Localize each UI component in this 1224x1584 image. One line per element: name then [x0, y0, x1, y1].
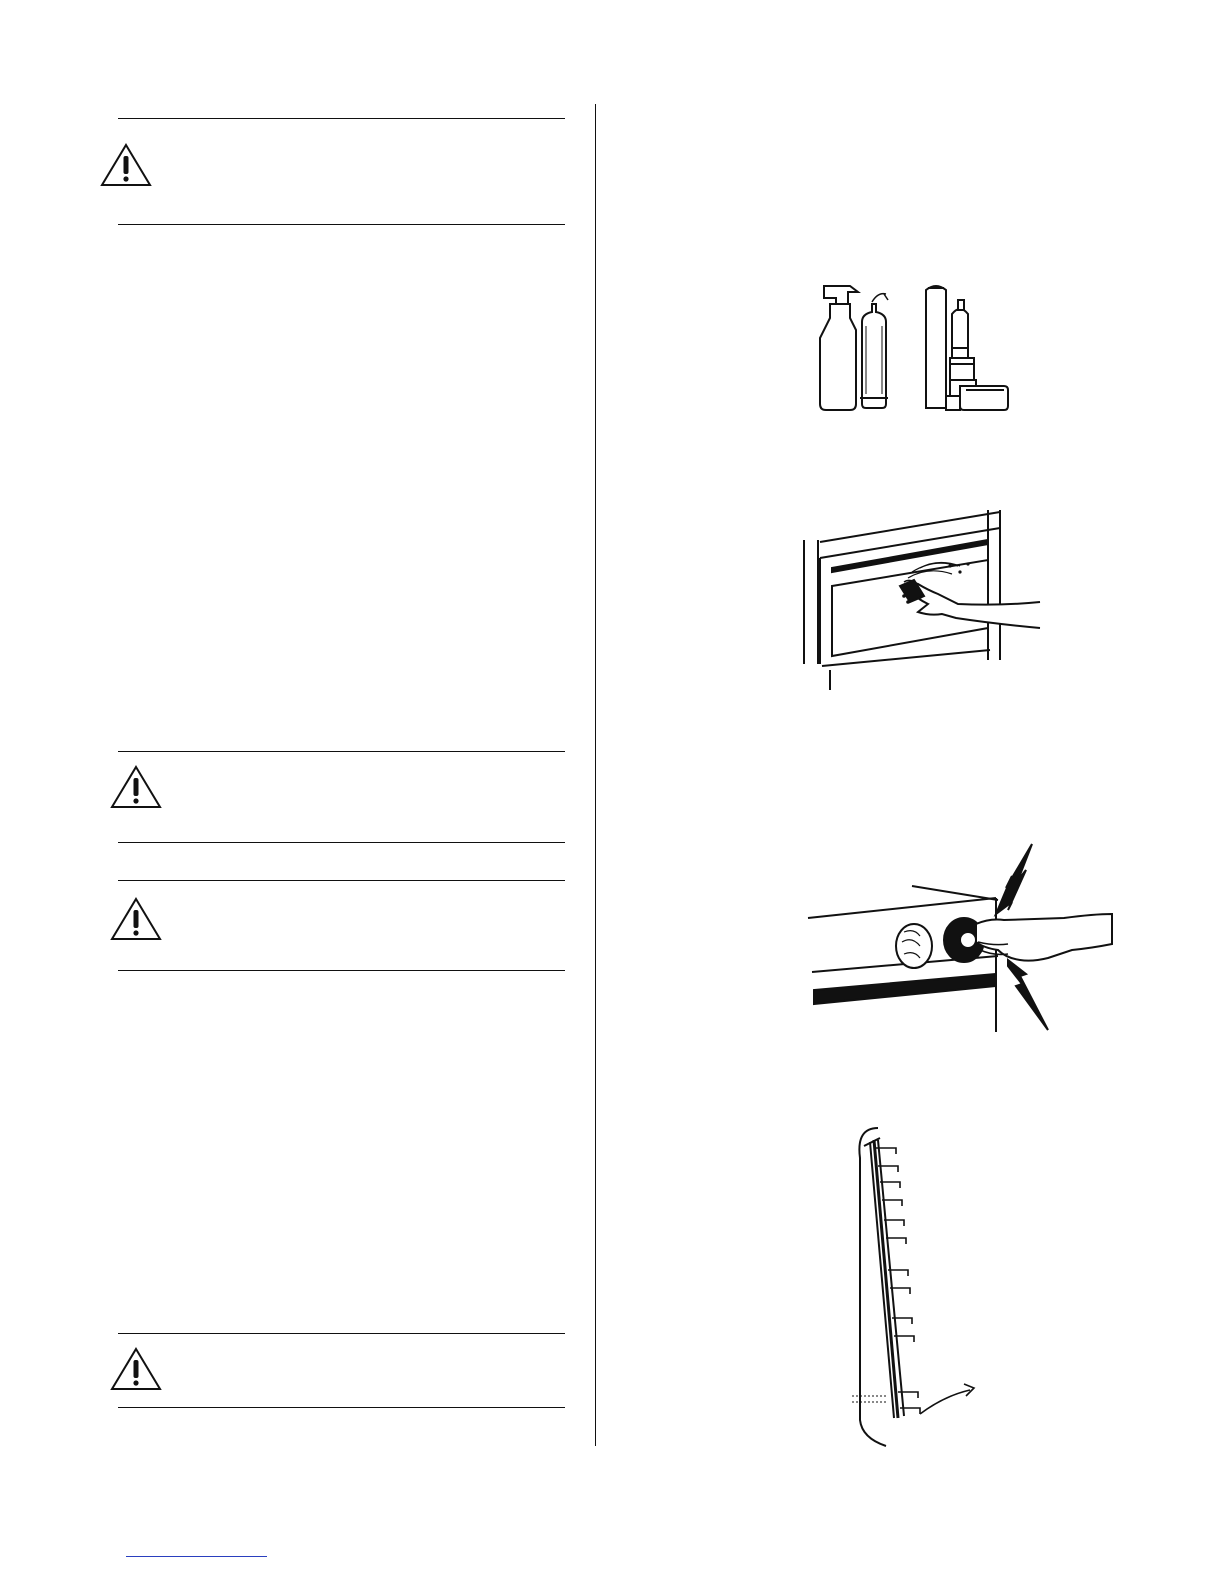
oven-door-wipe-illustration — [800, 506, 1045, 691]
warning-triangle-icon — [110, 1347, 162, 1391]
rule-top-4 — [118, 1333, 565, 1334]
rule-top-2 — [118, 751, 565, 752]
warning-triangle-icon — [100, 143, 152, 187]
rule-bottom-2 — [118, 842, 565, 843]
rule-bottom-4 — [118, 1407, 565, 1408]
column-divider — [595, 104, 596, 1446]
control-knob-shock-illustration — [800, 842, 1115, 1037]
footer-link-underline[interactable] — [126, 1556, 267, 1557]
rule-bottom-3 — [118, 970, 565, 971]
cleaning-products-illustration — [810, 278, 1010, 413]
rule-top-3 — [118, 880, 565, 881]
warning-triangle-icon — [110, 897, 162, 941]
rule-top-1 — [118, 118, 565, 119]
warning-triangle-icon — [110, 765, 162, 809]
rule-bottom-1 — [118, 224, 565, 225]
door-seal-removal-illustration — [848, 1122, 988, 1447]
